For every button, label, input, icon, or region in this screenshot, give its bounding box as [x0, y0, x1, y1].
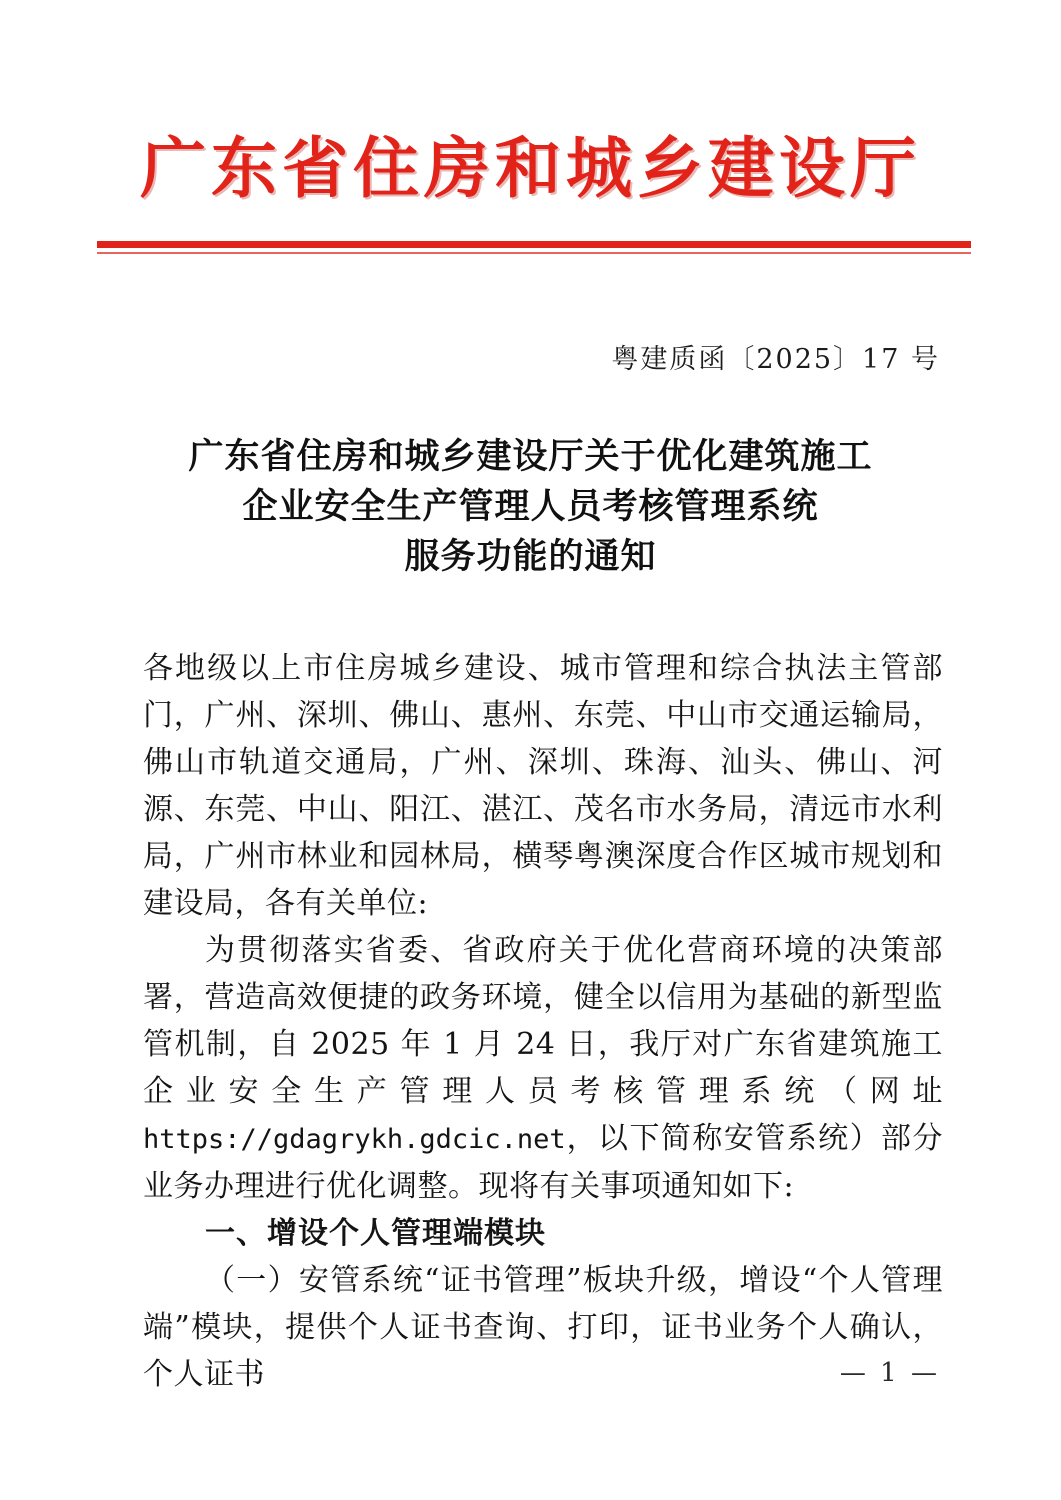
- document-body: [143, 645, 943, 1398]
- preamble-text-before-url: 为贯彻落实省委、省政府关于优化营商环境的决策部署，营造高效便捷的政务环境，健全以信用为基础的新型监管机制，自 2025 年 1 月 24 日，我厅对广东省建筑施工企业安全生产管理人员考核管理系统（网址: [143, 933, 943, 1109]
- letterhead-banner: [0, 129, 1061, 207]
- document-title: [120, 432, 941, 582]
- preamble-paragraph: [143, 927, 943, 1210]
- recipients-paragraph: 各地级以上市住房城乡建设、城市管理和综合执法主管部门，广州、深圳、佛山、惠州、东莞、中山市交通运输局，佛山市轨道交通局，广州、深圳、珠海、汕头、佛山、河源、东莞、中山、阳江、湛江、茂名市水务局，清远市水利局，广州市林业和园林局，横琴粤澳深度合作区城市规划和建设局，各有关单位:: [143, 651, 943, 921]
- section-one-item-one: （一）安管系统“证书管理”板块升级，增设“个人管理端”模块，提供个人证书查询、打印，证书业务个人确认，个人证书: [143, 1263, 943, 1392]
- system-url[interactable]: https://gdagrykh.gdcic.net: [143, 1124, 566, 1155]
- document-title-line-2: 企业安全生产管理人员考核管理系统: [242, 487, 819, 527]
- letterhead-rule-thin: [97, 252, 971, 254]
- document-title-line-1: 广东省住房和城乡建设厅关于优化建筑施工: [188, 437, 873, 477]
- section-one-heading: 一、增设个人管理端模块: [205, 1216, 546, 1251]
- document-serial-number: 粤建质函〔2025〕17 号: [611, 344, 940, 375]
- preamble-text-after-url: ，以下简称安管系统）部分业务办理进行优化调整。现将有关事项通知如下:: [143, 1121, 943, 1204]
- document-title-line-3: 服务功能的通知: [404, 537, 657, 577]
- letterhead-rule-thick: [97, 241, 971, 248]
- issuing-organization-title: 广东省住房和城乡建设厅: [140, 129, 921, 207]
- page-number: — 1 —: [839, 1358, 940, 1388]
